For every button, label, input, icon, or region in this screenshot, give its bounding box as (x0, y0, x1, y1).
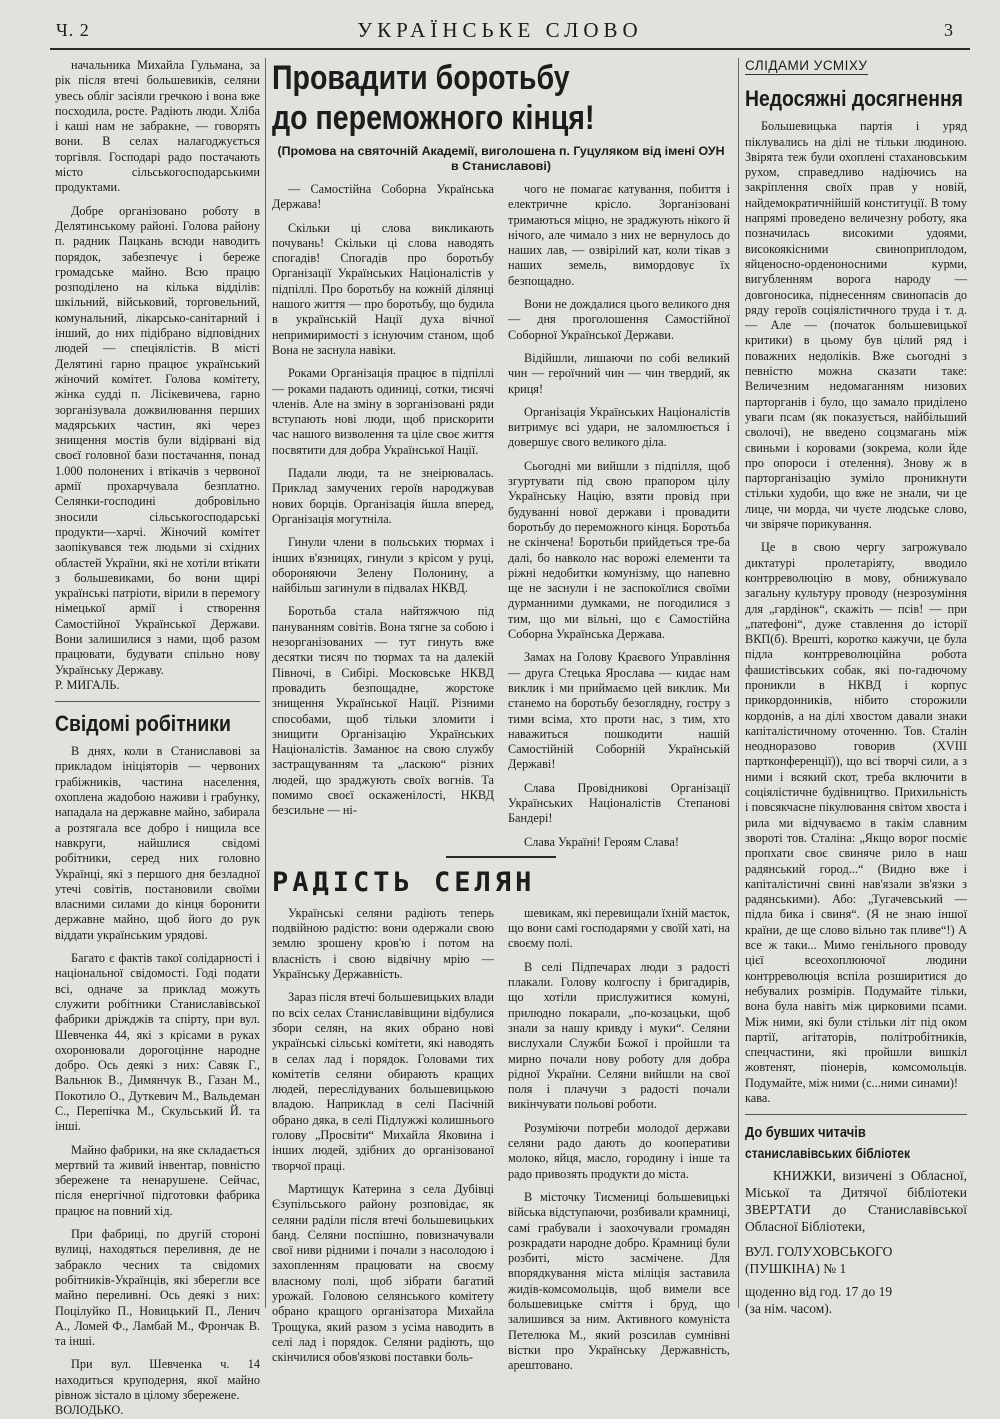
paragraph: В днях, коли в Станиславові за прикладом ініціяторів — червоних грабіжників, частина населення, охоплена жадобою наживи і грабунку, нападала на державне майно, забирала а розтягала все добро і нищила все навкруги, найшлися свідомі робітники, серед них головно Українці, які з першого дня безладної утечі совітів, постановили своїми власними силами до кінця боронити державне майно, щоб його до рук віддати українським урядові. (55, 744, 260, 942)
paragraph-gap (508, 451, 730, 459)
paragraph: Скільки ці слова викликають почувань! Скільки ці слова наводять спогадів! Спогадів про боротьбу Організації Українських Націоналістів у підпіллі. Про боротьбу на кожній ділянці нашого життя — про боротьбу, що будила в українській Нації духа вічної непримиримості з існуючим станом, щоб Вона не заснула навіки. (272, 220, 494, 357)
paragraph: — Самостійна Соборна Українська Держава! (272, 182, 494, 212)
paragraph-gap (55, 943, 260, 951)
paragraph: Слава Провідникові Організації Українських Націоналістів Степанові Бандері! (508, 780, 730, 826)
divider (745, 1114, 967, 1115)
speech-column-a (272, 182, 494, 850)
article-title-workers: Свідомі робітники (55, 711, 231, 737)
paragraph: Українські селяни радіють теперь подвійною радістю: вони одержали свою землю зрошену кров'ю і потом на власність і свою відвічну мрію — Українську Державність. (272, 905, 494, 982)
notice-hours-line1: щоденно від год. 17 до 19 (745, 1284, 893, 1300)
paragraph: Вони не дождалися цього великого дня — дня проголошення Самостійної Соборної Української Держави. (508, 297, 730, 342)
article-title-achievements: Недосяжні досягнення (745, 86, 963, 112)
paragraph-gap (272, 527, 494, 535)
paragraph: Розуміючи потреби молодої держави селяни радо дають до кооперативи молоко, яйця, масло, городину і інше та радо привозять продукти до міста. (508, 1120, 730, 1181)
main-headline-line2: до переможного кінця! (272, 99, 595, 137)
paragraph-gap (508, 397, 730, 405)
peasants-column-b (508, 906, 730, 1374)
rubric-label: СЛІДАМИ УСМІХУ (745, 58, 868, 75)
paragraph-gap (508, 773, 730, 781)
paragraph-gap (508, 642, 730, 650)
paragraph: Боротьба стала найтяжчою під пануванням совітів. Вона тягне за собою і незорганізованих — тут гинуть вже десятки тисяч по тюрмах та на далекій Півночі, в Сибірі. Московське НКВД провадить безпощадне, жорстоке знищення Української Нації. Різними способами, щоб тільки зломити і знищити Організацію Українських Націоналістів. Заманює на свою службу застращуванням та „ласкою“ різних людей, що зраджують своїх вогнів. Та помимо своєї оскаженілості, НКВД безсильне — ні- (272, 604, 494, 818)
center-section (272, 58, 730, 1373)
paragraph-gap (508, 827, 730, 835)
paragraph: Організація Українських Націоналістів витримує всі удари, не заломлюється і довершує свого великого діла. (508, 404, 730, 450)
paragraph: При фабриці, по другій стороні вулиці, находяться переливня, де не забракло чесних та свідомих робітників-Українців, які зберегли все майно переливні. Ось деякі з них: Поцілуйко П., Новицький П., Ленич А., Ломей Ф., Ламбай М., Фрончак В. та інші. (55, 1227, 260, 1349)
notice-title-line2: станиславівських бібліотек (745, 1145, 911, 1162)
left-intro-article (55, 58, 260, 678)
paragraph: Большевицька партія і уряд піклувались на ділі не тільки людиною. Звірята теж були охоплені стахановським рухом, справедливо надіючись на закріплення своїх прав у новій, найдемократичнійшій конституції. В тому напрямі проведено величезну роботу, яка позначилась високими удоями, високоякісними свиноприплодом, яйценосно-орденоносними курми, вигубленням ворога народу — довгоносика, піднесенням свинопасів до ряду героїв соціялістичного труда і т. д. — Але — (початок большевицької критики) в цьому був цілий ряд і поважних недоліків. Вже сьогодні з певністю можна сказати таке: Величезним недомаганням низових парторганів і було, що замало приділено уваги псам (як показується, найбільший сволочі), не введено соцзмагань між свиньми і коровами (зокрема, коли йде про опороси і отелення). Знову ж в парторганізацію зуміло проникнути стільки худоби, що вже не знали, чи це лице, чи морда, чи чуєте людське слово, чи звіряче порикування. (745, 119, 967, 532)
paragraph: чого не помагає катування, побиття і електричне крісло. Зорганізовані тримаються міцно, не зраджують нікого й нічого, але чимало з них не вернулось до наших лав, — озвірілий кат, коли тікав з наших земель, вимордовує їх безпощадно. (508, 182, 730, 288)
paragraph: Відійшли, лишаючи по собі великий чин — героїчний чин — чин твердий, як криця! (508, 350, 730, 396)
masthead-title: УКРАЇНСЬКЕ СЛОВО (357, 18, 643, 42)
paragraph: Гинули члени в польських тюрмах і інших в'язницях, гинули з крісом у руці, обороняючи Зелену Полонину, а найбільш загинули в підвалах НКВД. (272, 535, 494, 596)
paragraph-gap (55, 1135, 260, 1143)
paragraph: начальника Михайла Гульмана, за рік після втечі большевиків, селяни увесь обліг засіяли гречкою і вона вже посходила, росте. Радіють люди. Хліба і каші нам не забракне, — говорять вони. В селах налагоджується торгівля. Господарі радо постачають місто сільськогосподарськими продуктами. (55, 58, 260, 195)
paragraph-gap (272, 596, 494, 604)
notice-title-line1: До бувших читачів (745, 1124, 866, 1142)
notice-address-line1: ВУЛ. ГОЛУХОВСЬКОГО (745, 1244, 893, 1260)
workers-article-body (55, 744, 260, 1403)
paragraph-gap (272, 458, 494, 466)
column-rule (265, 58, 266, 1308)
notice-body: КНИЖКИ, визичені з Обласної, Міської та Дитячої бібліотеки ЗВЕРТАТИ до Станиславівської Обласної Бібліотеки, (745, 1168, 967, 1235)
paragraph-gap (55, 196, 260, 204)
page-header (0, 18, 1000, 48)
paragraph: Мартищук Катерина з села Дубівці Єзупільського району розповідає, як селяни раділи після втечі большевицьких банд. Селяни поспішно, повизначували свої ниви рідними і почали з насолодою і захопленням працювати на своєму власному полі, щоб зібрати багатий урожай. Головою селянського комітету обрано кращого організатора Михайла Трощука, який разом з усіма наводить в селі лад і порядок. Селяни радіють, що скінчилися обов'язкові поставки боль- (272, 1181, 494, 1365)
paragraph: В місточку Тисмениці большевицькі війська відступаючи, розбивали крамниці, самі грабували і заохочували громадян розкрадати народне добро. Крамниці були розбиті, місто засмічене. Для впорядкування міста міліція заставила жидів-комсомольців, щоб вимели все большевицьке сміття і бруд, що залишився за ним. Активного комуніста Петелюка М., який розсилав сумнівні вістки про Українську Державність, арештовано. (508, 1189, 730, 1373)
paragraph-gap (508, 289, 730, 297)
paragraph: Слава Україні! Героям Слава! (524, 834, 679, 849)
paragraph: Добре організовано роботу в Делятинському районі. Голова району п. радник Пацкань всюди наводить порядок, забезпечує і береже громадське майно. Всю працю розподілено на кілька відділів: шкільний, військовий, торговельний, комунальний, лікарсько-санітарний і інший, до них підібрано відповідних людей — спеціялістів. В місті Делятині гарно працює український жіночий комітет. Голова комітету, жінка судді п. Лісікевичева, гарно зорганізувала дожвилювання перших мадярських частин, які через знищення мостів були відірвані від своєї головної бази постачання, понад 1.000 полонених і втікачів з червоної армії прохарчувала безплатно. Селянки-господині добровільно зносили сільськогосподарські продукти—харчі. Жіночий комітет заопікувався теж людьми зі східних областей України, які не хотіли втікати з большевиками, бо вони щирі українські патріоти, вірили в перемогу німецької армії і створення Самостійної Української Держави. Вони залишилися з нами, щоб разом працювати, будувати спільно нову Українську Державу. (55, 203, 260, 677)
paragraph-gap (55, 1219, 260, 1227)
achievements-signature: кава. (745, 1091, 771, 1105)
peasants-columns (272, 906, 730, 1374)
speech-column-b (508, 182, 730, 850)
main-subtitle: (Промова на святочній Академії, виголошена п. Гуцуляком від імені ОУН в Станиславові) (277, 144, 725, 173)
paragraph-gap (272, 358, 494, 366)
paragraph-gap (508, 1113, 730, 1121)
workers-signature: ВОЛОДЬКО. (55, 1403, 124, 1418)
page-number: 3 (944, 20, 953, 40)
paragraph: Зараз після втечі большевицьких влади по всіх селах Станиславівщини відбулися збори селян, на яких обрано нові українські сільські комітети, які наводять в селах лад і порядок. Головами тих комітетів селяни обирають кращих людей, переслідуваних большевицькою владою. Наприклад в селі Пасічній обрано дяка, в селі Підлужжі колишнього голову „Просвіти“ Михайла Яковина і інших людей, здібних до організованої творчої праці. (272, 990, 494, 1173)
paragraph: Падали люди, та не знеірювалась. Приклад замучених героїв народжував нових борців. Організація йшла вперед, Організація могутніла. (272, 466, 494, 526)
article-title-peasants: РАДІСТЬ СЕЛЯН (272, 866, 536, 898)
left-column (55, 58, 260, 1418)
paragraph-gap (508, 343, 730, 351)
library-notice (745, 1123, 967, 1317)
paragraph-gap (272, 1174, 494, 1182)
header-rule (50, 48, 970, 50)
paragraph: При вул. Шевченка ч. 14 находиться круподерня, якої майно рівнож зістало в цілому збережене. (55, 1357, 260, 1403)
notice-address-line2: (ПУШКІНА) № 1 (745, 1261, 847, 1277)
paragraph-gap (508, 1182, 730, 1190)
paragraph: Багато є фактів такої солідарності і національної свідомості. Годі подати всі, одначе за приклад можуть служити робітники Станиславівської фабрики дріжджів та спірту, при вул. Шевченка 44, які з крісами в руках охоронювали дорогоцінне народне добро. Ось деякі з них: Савяк Г., Вальнюк В., Димянчук В., Газан М., Покотило О., Дуткевич М., Вальдеман С., Перепічка М., Скульський Й. та інші. (55, 951, 260, 1134)
paragraph: В селі Підпечарах люди з радості плакали. Голову колгоспу і бригадирів, що хотіли прислужитися комуні, прилюдно покарали, „по-козацьки, щоб знали за нашу кривду і муки“. Селяни вислухали Служби Божої і пройшли та мирно почали нову роботу для добра рідної України. Селяни вийшли на свої поля і плачучи з радості почали викінчувати польові роботи. (508, 959, 730, 1112)
paragraph-gap (508, 952, 730, 960)
issue-part: Ч. 2 (56, 20, 90, 40)
peasants-column-a (272, 906, 494, 1374)
divider (55, 701, 260, 702)
paragraph: Майно фабрики, на яке складається мертвий та живий інвентар, повністю збережене та ненарушене. Сейчас, після енергічної підготовки фабрика працює на повний хід. (55, 1142, 260, 1218)
paragraph: Роками Організація працює в підпіллі — роками падають одиниці, сотки, тисячі членів. Але на зміну в зорганізовані ряди вступають нові люди, щоб прискорити час нашого визволення та ціле своє життя посвятити для добра Української Нації. (272, 366, 494, 457)
paragraph-gap (272, 213, 494, 221)
paragraph: Це в свою чергу загрожувало диктатурі пролетаріяту, вводило контрреволюцію в мову, обнижувало загальну культуру проводу (незрозуміння для „гардінок“, скажіть — псів! — при „патефоні“, дуже ставлення до історії ВКП(б). Врешті, коротко кажучи, це була підла контрреволюційна робота фашистівських собак, які по-гадючому проникли в НКВД і корпус прикордонників, нібито сторожили кордонів, а на ділі хвостом давали знаки капіталістичному оточенню. Тов. Сталін неодноразово говорив (XVIII партконференції)), що всі творчі сили, а з ними і всякий скот, треба включити в соціялістичне будівництво. Прихильність і повсякчасне пікулювання світом хвоста і рила ми відчуваємо в такім славним звороті тов. Сталіна: „Якщо ворог посміє пропхати своє свиняче рило в наш радянський город...“ (Видно вже і капіталістичні свині нав'язали зв'язки з радянськими). Або: „Тугачевський — підла бика і свиня“. (Я не знаю іншої країни, де ще слово вільно так пливе“!) А все ж таки... Мимо генільного проводу цієї всеохоплюючої людини контрреволюція вспіла розширитися до небувалих розмірів. Подумайте тільки, вона була навіть між цирковими псами. Між ними, які були стільки літ під оком партії, агітаторів, політробітників, спецчастини, які пройшли вишкіл жовтенят, піонерів, комсомольців. Подумайте, між ними (с...ними синами)! (745, 540, 967, 1090)
main-headline-line1: Провадити боротьбу (272, 59, 570, 97)
intro-signature: Р. МИГАЛЬ. (55, 677, 120, 692)
paragraph: Сьогодні ми вийшли з підпілля, щоб згуртувати під свою прапором цілу Українську Націю, взяти провід при будуванні нової держави і провадити боротьбу до переможного кінця. Боротьба не скінчена! Боротьби прийдеться тре-ба далі, бо навколо нас ворожі елементи та ріжні недобитки комунізму, що напевно ще не заснули і не заспокоїлися своїми дурманними думками, не погодилися з тим, що ми вільні, що є Самостійна Соборна Українська Держава. (508, 458, 730, 642)
column-rule (738, 58, 739, 1308)
right-column (745, 58, 967, 1317)
achievements-article-body (745, 119, 967, 1091)
paragraph-gap (272, 982, 494, 990)
paragraph-gap (745, 532, 967, 540)
paragraph: шевикам, які перевищали їхній маєток, що вони самі господарями у своїй хаті, на своєму полі. (508, 905, 730, 951)
speech-columns (272, 182, 730, 850)
paragraph: Замах на Голову Краєвого Управління — друга Стецька Ярослава — кидає нам виклик і ми приймаємо цей виклик. Ми станемо на боротьбу безоглядну, гостру з тими всіма, хто проти нас, з тим, хто наважиться пошкодити нашій Самостійній Соборній Українській Державі! (508, 650, 730, 772)
notice-hours-line2: (за нім. часом). (745, 1301, 833, 1317)
section-divider (446, 856, 556, 858)
paragraph-gap (55, 1349, 260, 1357)
